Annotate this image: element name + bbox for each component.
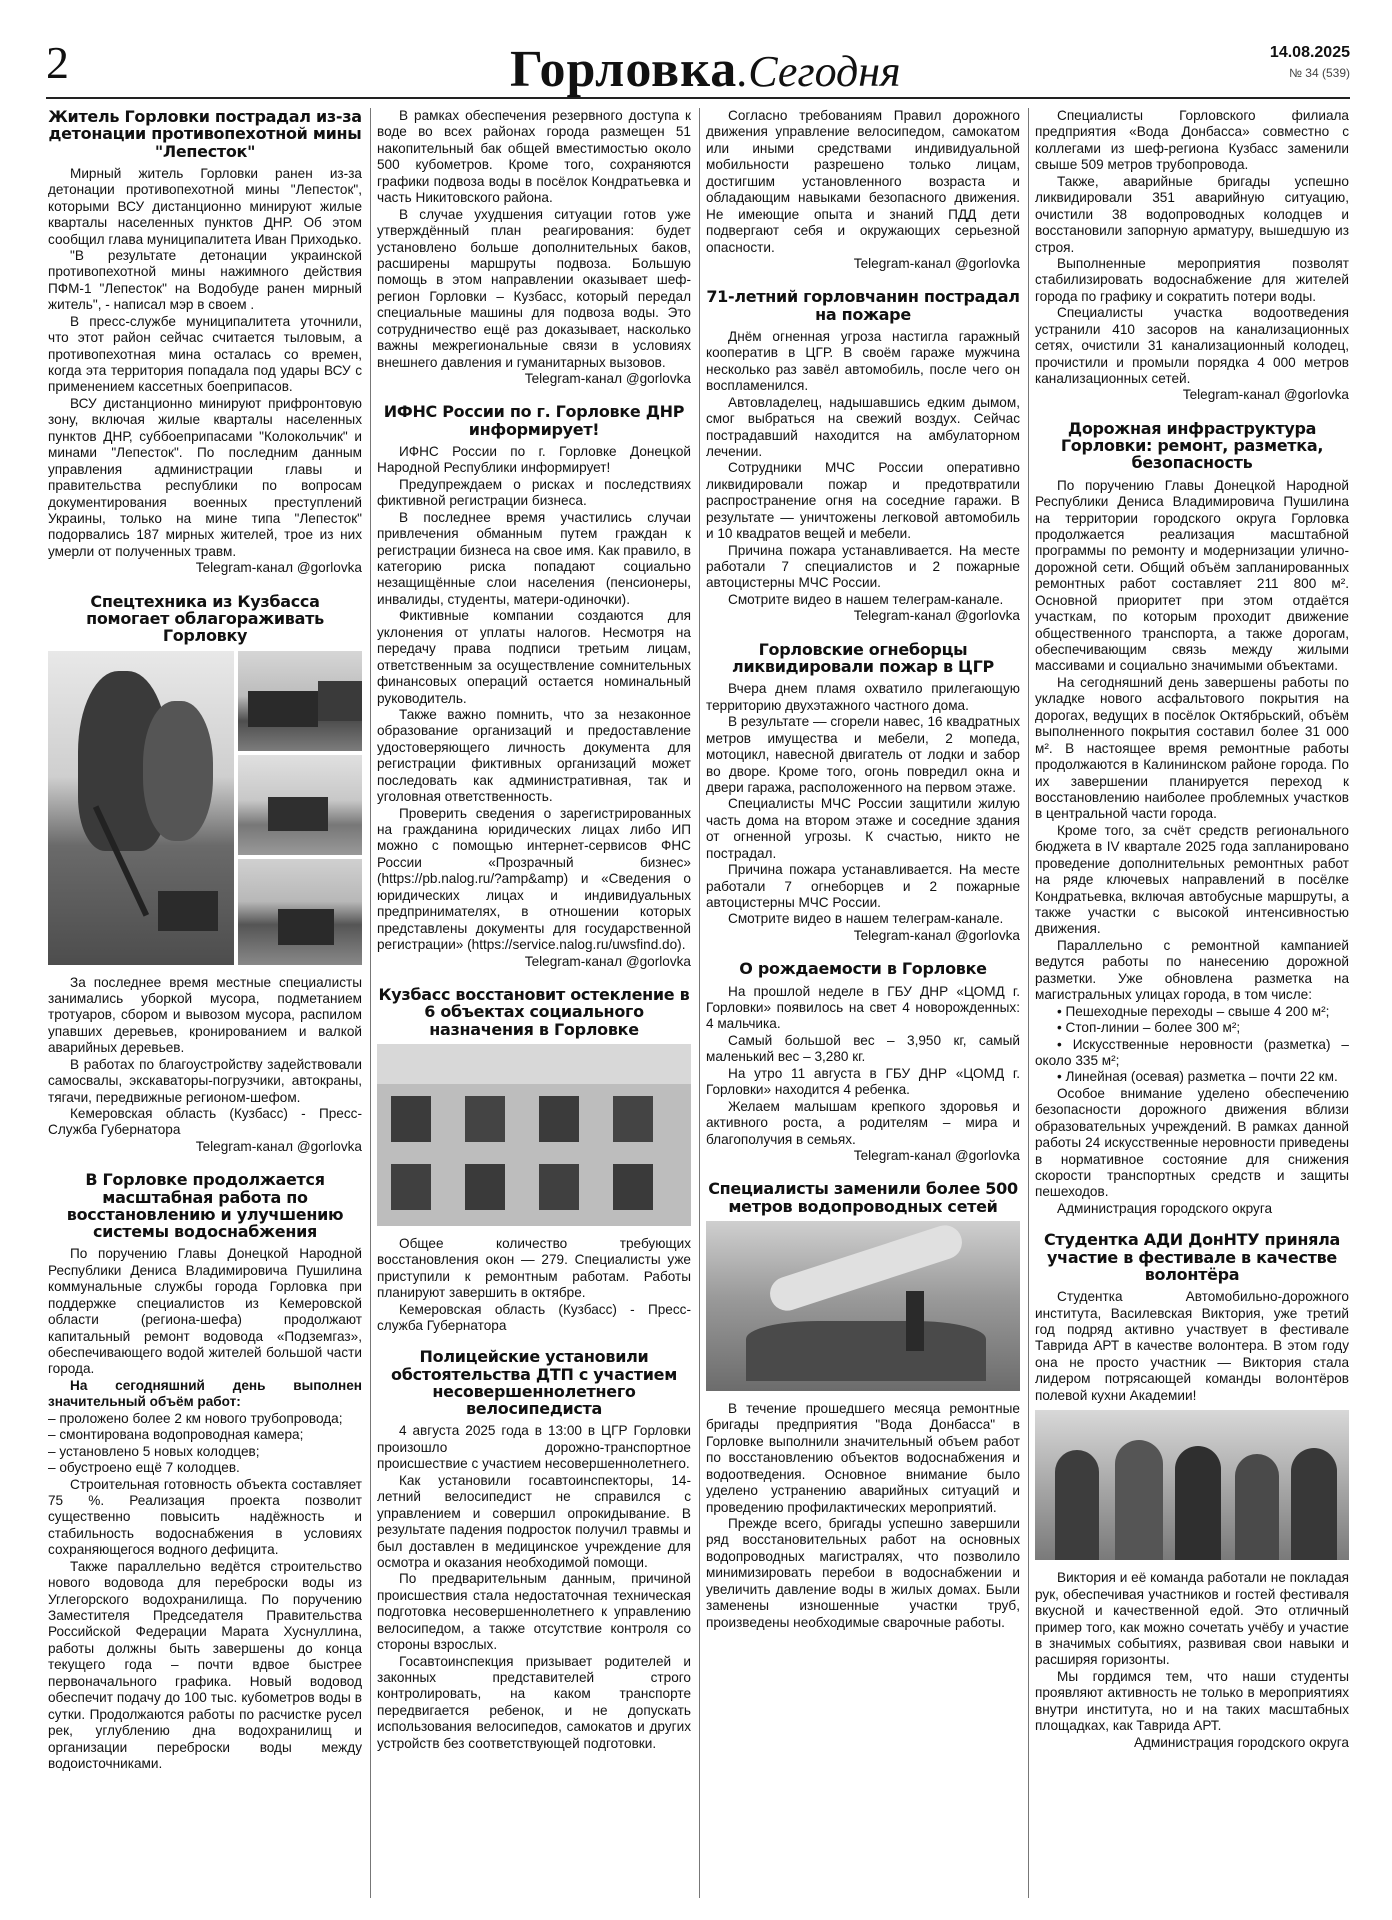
paragraph: Согласно требованиям Правил дорожного движения управление велосипедом, самокатом или иными средствами индивидуальной мобильности разрешено только лицам, достигшим установленного возраста и обладающим навыками безопасного движения. Не имеющие опыта и знаний ПДД дети подвергают себя и окружающих серьезной опасности. <box>706 108 1020 255</box>
photo-collage <box>48 651 362 965</box>
column-4 <box>1035 108 1349 1898</box>
building-photo <box>377 1044 691 1226</box>
article-garage-fire <box>706 288 1020 624</box>
truck-photo-2 <box>238 755 362 855</box>
article-water-supply <box>48 1171 362 1772</box>
article-title: ИФНС России по г. Горловке ДНР информирует! <box>383 402 685 439</box>
paragraph: Также важно помнить, что за незаконное образование организаций и предоставление удостоверяющего личность документа для регистрации фиктивных организаций может последовать как административная, так и уголовная ответственность. <box>377 706 691 805</box>
article-student-volunteer <box>1035 1231 1349 1751</box>
list-item: • Пешеходные переходы – свыше 4 200 м²; <box>1057 1003 1330 1019</box>
paragraph: Студентка Автомобильно-дорожного института, Василевская Виктория, уже третий год подряд активно участвует в фестивале Таврида АРТ в качестве волонтера. В этом году она не просто участник — Виктория стала лидером потрясающей команды волонтёров полевой кухни Академии! <box>1035 1289 1349 1403</box>
issue-number: № 34 (539) <box>1289 66 1350 80</box>
paragraph: По поручению Главы Донецкой Народной Республики Дениса Владимировича Пушилина на территории городского округа Горловка продолжается реализация масштабной программы по ремонту и модернизации улично-дорожной сети. Общий объём запланированных ремонтных работ составляет 211 800 м². Основной приоритет при этом отдаётся участкам, по которым проходит движение общественного транспорта, а также дорогам, обеспечивающим связь между жилыми массивами и социально значимыми объектами. <box>1035 477 1349 674</box>
volunteers-photo <box>1035 1410 1349 1560</box>
masthead <box>0 0 1392 100</box>
masthead-rule <box>46 97 1350 99</box>
paragraph: Прежде всего, бригады успешно завершили ряд восстановительных работ на основных водопроводных магистралях, что позволило минимизировать перебои в водоснабжении и увеличить давление воды в жилых домах. Были заменены изношенные участки труб, произведены необходимые сварочные работы. <box>706 1515 1020 1630</box>
column-1 <box>48 108 362 1898</box>
article-signature: Администрация городского округа <box>1133 1734 1349 1750</box>
paragraph: Автовладелец, надышавшись едким дымом, смог выбраться на свежий воздух. Сейчас пострадавший находится на амбулаторном лечении. <box>706 394 1020 459</box>
paragraph: "В результате детонации украинской противопехотной мины нажимного действия ПФМ-1 "Лепесток" на Водобуде ранен мирный житель", - написал мэр в своем . <box>48 247 362 313</box>
paragraph: ВСУ дистанционно минируют прифронтовую зону, включая жилые кварталы населенных пунктов ДНР, суббоеприпасами "Колокольчик" и минами "Лепесток". По последним данным управления администрации главы и правительства республики по вопросам документирования военных преступлений Украины, только на мине типа "Лепесток" подорвались 187 мирных жителей, трое из них умерли от полученных травм. <box>48 395 362 559</box>
paragraph: В случае ухудшения ситуации готов уже утверждённый план реагирования: будет установлено больше дополнительных баков, расширены маршруты подвоза. Большую помощь в этом направлении оказывает шеф-регион Горловки – Кузбасс, который передал специальные машины для подвоза воды. Это сотрудничество ещё раз доказывает, насколько важны межрегиональные связи в условиях внешнего давления и гуманитарных вызовов. <box>377 206 691 370</box>
article-title: Кузбасс восстановит остекление в 6 объектах социального назначения в Горловке <box>378 984 690 1039</box>
column-divider <box>1028 108 1029 1898</box>
paragraph: На сегодняшний день выполнен значительный объём работ: <box>48 1377 362 1410</box>
paragraph: Виктория и её команда работали не покладая рук, обеспечивая участников и гостей фестиваля вкусной и качественной едой. Это отличный пример того, как можно сочетать учёбу и участие в значимых событиях, развивая свои навыки и расширяя горизонты. <box>1035 1570 1349 1668</box>
paragraph: Как установили госавтоинспекторы, 14-летний велосипедист не справился с управлением и совершил опрокидывание. В результате падения подросток получил травмы и был доставлен в медицинское учреждение для осмотра и оказания необходимой помощи. <box>377 1472 691 1570</box>
paragraph: За последнее время местные специалисты занимались уборкой мусора, подметанием тротуаров, сбором и вывозом мусора, распилом упавших деревьев, кронированием и валкой аварийных деревьев. <box>48 974 362 1056</box>
article-birth-rate <box>706 960 1020 1164</box>
paragraph: Строительная готовность объекта составляет 75 %. Реализация проекта позволит существенно повысить надёжность и стабильность водоснабжения в условиях сохраняющегося водного дефицита. <box>48 1476 362 1558</box>
article-glazing <box>377 986 691 1334</box>
paragraph: В пресс-службе муниципалитета уточнили, что этот район сейчас считается тыловым, а противопехотная мина осталась со времен, когда эта территория попадала под удары ВСУ с применением кассетных боеприпасов. <box>48 313 362 395</box>
list-item: • Искусственные неровности (разметка) – около 335 м²; <box>1035 1036 1349 1068</box>
article-road-infrastructure <box>1035 420 1349 1217</box>
paragraph: Сотрудники МЧС России оперативно ликвидировали пожар и предотвратили распространение огня на соседние гаражи. В результате — уничтожены легковой автомобиль и 10 квадратов вещей и мебели. <box>706 460 1020 542</box>
article-bike-accident-cont <box>706 108 1020 272</box>
article-source: Telegram-канал @gorlovka <box>524 953 691 969</box>
article-source: Telegram-канал @gorlovka <box>524 371 691 386</box>
article-bike-accident <box>377 1348 691 1752</box>
list-item: • Стоп-линии – более 300 м²; <box>1057 1020 1241 1036</box>
paragraph: На утро 11 августа в ГБУ ДНР «ЦОМД г. Горловки» находится 4 ребенка. <box>706 1065 1020 1098</box>
column-divider <box>370 108 371 1898</box>
article-house-fire <box>706 641 1020 945</box>
newspaper-title <box>510 41 901 98</box>
article-title: Полицейские установили обстоятельства ДТП с участием несовершеннолетнего велосипедиста <box>391 1347 677 1419</box>
list-item: – обустроено ещё 7 колодцев. <box>48 1460 240 1476</box>
paragraph: Самый большой вес – 3,950 кг, самый маленький вес – 3,280 кг. <box>706 1032 1020 1065</box>
paragraph: Причина пожара устанавливается. На месте работали 7 специалистов и 2 пожарные автоцистерны МЧС России. <box>706 542 1020 591</box>
paragraph: В рамках обеспечения резервного доступа к воде во всех районах города размещен 51 накопительный бак общей вместимостью около 500 кубометров. Кроме того, сохраняются графики подвоза воды в посёлок Кондратьевка и часть Никитовского района. <box>377 108 691 206</box>
paragraph: 4 августа 2025 года в 13:00 в ЦГР Горловки произошло дорожно-транспортное происшествие с участием несовершеннолетнего. <box>377 1423 691 1472</box>
article-title: Житель Горловки пострадал из-за детонации противопехотной мины "Лепесток" <box>48 108 362 161</box>
article-source: Telegram-канал @gorlovka <box>853 608 1020 624</box>
article-signature: Кемеровская область (Кузбасс) - Пресс-служба Губернатора <box>377 1301 691 1333</box>
column-divider <box>699 108 700 1898</box>
paragraph: Параллельно с ремонтной кампанией ведутся работы по нанесению дорожной разметки. Уже обновлена разметка на магистральных улицах города, в том числе: <box>1035 937 1349 1003</box>
article-title: Студентка АДИ ДонНТУ приняла участие в фестивале в качестве волонтёра <box>1043 1230 1341 1284</box>
paragraph: Днём огненная угроза настигла гаражный кооператив в ЦГР. В своём гараже мужчина несколько раз завёл автомобиль, после чего он воспламенился. <box>706 328 1020 394</box>
list-item: – установлено 5 новых колодцев; <box>48 1443 260 1459</box>
list-item: – проложено более 2 км нового трубопровода; <box>48 1410 343 1426</box>
paragraph: На сегодняшний день завершены работы по укладке нового асфальтового покрытия на дорогах, ведущих в посёлок Октябрьский, объём выполненного покрытия составил более 31 000 м². В настоящее время ремонтные работы продолжаются в Калининском районе города. По их завершении планируется переход к восстановлению наиболее проблемных участков в центральной части города. <box>1035 674 1349 822</box>
column-3 <box>706 108 1020 1898</box>
paragraph: Причина пожара устанавливается. На месте работали 7 огнеборцев и 2 пожарные автоцистерны МЧС России. <box>706 862 1020 910</box>
article-tax-service <box>377 403 691 970</box>
article-source: Telegram-канал @gorlovka <box>1182 387 1349 403</box>
paragraph: Вчера днем пламя охватило прилегающую территорию двухэтажного частного дома. <box>706 681 1020 713</box>
paragraph: Предупреждаем о рисках и последствиях фиктивной регистрации бизнеса. <box>377 476 691 509</box>
paragraph: Мирный житель Горловки ранен из-за детонации противопехотной мины "Лепесток", которыми ВСУ дистанционно минируют жилые кварталы населенных пунктов ДНР. Об этом сообщил глава муниципалитета Иван Приходько. <box>48 165 362 247</box>
paragraph: На прошлой неделе в ГБУ ДНР «ЦОМД г. Горловки» появилось на свет 4 новорожденных: 4 мальчика. <box>706 983 1020 1032</box>
article-title: 71-летний горловчанин пострадал на пожаре <box>706 287 1020 324</box>
tree-crane-photo <box>48 651 234 965</box>
paragraph: Общее количество требующих восстановления окон — 279. Специалисты уже приступили к ремонтным работам. Работы планируют завершить в октябре. <box>377 1235 691 1301</box>
paragraph: Специалисты МЧС России защитили жилую часть дома на втором этаже и соседние здания от огненной угрозы. К счастью, никто не пострадал. <box>706 796 1020 861</box>
paragraph: Специалисты участка водоотведения устранили 410 засоров на канализационных сетях, очистили 31 канализационный колодец, прочистили и промыли порядка 4 000 метров канализационных сетей. <box>1035 305 1349 386</box>
article-signature: Кемеровская область (Кузбасс) - Пресс-Служба Губернатора <box>48 1106 362 1138</box>
paragraph: Особое внимание уделено обеспечению безопасности дорожного движения вблизи образовательных учреждений. В рамках данной работы 24 искусственные неровности приведены в нормативное состояние для снижения скорости транспортных средств и защиты пешеходов. <box>1035 1085 1349 1200</box>
page-number: 2 <box>46 37 69 88</box>
article-mine-injury <box>48 108 362 577</box>
list-item: – смонтирована водопроводная камера; <box>48 1427 304 1443</box>
article-source: Telegram-канал @gorlovka <box>195 560 362 576</box>
excavation-photo <box>706 1221 1020 1391</box>
article-title: Дорожная инфраструктура Горловки: ремонт, разметка, безопасность <box>1060 418 1324 473</box>
paragraph: Проверить сведения о зарегистрированных на гражданина юридических лицах либо ИП можно с помощью интернет-сервисов ФНС России «Прозрачный бизнес» (https://pb.nalog.ru/?amp&amp) и «Сведения о юридических лицах и индивидуальных предпринимателях, в отношении которых представлены документы для государственной регистрации» (https://service.nalog.ru/uwsfind.do). <box>377 805 691 953</box>
issue-date: 14.08.2025 <box>1269 44 1350 61</box>
article-title: О рождаемости в Горловке <box>739 959 987 979</box>
article-water-supply-cont <box>377 108 691 387</box>
paragraph: ИФНС России по г. Горловке Донецкой Народной Республики информирует! <box>377 443 691 476</box>
article-pipes-replaced <box>706 1180 1020 1631</box>
paragraph: Также параллельно ведётся строительство нового водовода для переброски воды из Углегорского водохранилища. По поручению Заместителя Председателя Правительства Российской Федерации Марата Хуснуллина, работы должны быть завершены до конца текущего года – почти вдвое быстрее первоначального графика. Новый водовод обеспечит подачу до 100 тыс. кубометров воды в сутки. Продолжаются работы по расчистке русел рек, углублению дна водохранилищ и организации переброски воды между водоисточниками. <box>48 1558 362 1771</box>
paragraph: По поручению Главы Донецкой Народной Республики Дениса Владимировича Пушилина коммунальные службы города Горловка при поддержке специалистов из Кемеровской области (региона-шефа) продолжают капитальный ремонт водовода «Подземгаз», обеспечивающего водой жителей большой части города. <box>48 1246 362 1377</box>
paragraph: Кроме того, за счёт средств регионального бюджета в IV квартале 2025 года запланировано проведение дополнительных ремонтных работ на ряде ключевых направлений в посёлке Кондратьевка, включая автобусные маршруты, а также участки с высокой интенсивностью движения. <box>1035 822 1349 937</box>
brand-main: Горловка <box>510 41 738 98</box>
paragraph: По предварительным данным, причиной происшествия стала недостаточная техническая подготовка несовершеннолетнего к управлению велосипедом, а также отсутствие контроля со стороны взрослых. <box>377 1571 691 1653</box>
article-source: Telegram-канал @gorlovka <box>853 927 1020 943</box>
list-item: • Линейная (осевая) разметка – почти 22 км. <box>1057 1069 1338 1085</box>
article-title: В Горловке продолжается масштабная работа по восстановлению и улучшению системы водоснабжения <box>66 1170 344 1242</box>
article-source: Telegram-канал @gorlovka <box>853 1147 1020 1163</box>
column-2 <box>377 108 691 1898</box>
paragraph: Смотрите видео в нашем телеграм-канале. <box>728 591 1004 607</box>
paragraph: Мы гордимся тем, что наши студенты проявляют активность не только в мероприятиях внутри института, но и на таких масштабных площадках, как Таврида АРТ. <box>1035 1668 1349 1734</box>
article-signature: Администрация городского округа <box>1057 1200 1273 1216</box>
paragraph: Выполненные мероприятия позволят стабилизировать водоснабжение для жителей города по графику и сократить потери воды. <box>1035 255 1349 304</box>
paragraph: Желаем малышам крепкого здоровья и активного роста, а родителям – мира и благополучия в семьях. <box>706 1098 1020 1147</box>
article-kuzbass-equipment <box>48 593 362 1156</box>
article-title: Спецтехника из Кузбасса помогает облагораживать Горловку <box>86 591 324 646</box>
paragraph: Госавтоинспекция призывает родителей и законных представителей строго контролировать, на каком транспорте передвигается ребенок, и не допускать использования велосипедов, самокатов и других устройств без соответствующей подготовки. <box>377 1653 691 1751</box>
article-source: Telegram-канал @gorlovka <box>195 1138 362 1154</box>
paragraph: Также, аварийные бригады успешно ликвидировали 351 аварийную ситуацию, очистили 38 водопроводных колодцев и восстановили запорную арматуру, вышедшую из строя. <box>1035 173 1349 255</box>
brand-sub: .Сегодня <box>737 47 901 96</box>
paragraph: Специалисты Горловского филиала предприятия «Вода Донбасса» совместно с коллегами из шеф-региона Кузбасс заменили свыше 509 метров трубопровода. <box>1035 108 1349 173</box>
paragraph: В работах по благоустройству задействовали самосвалы, экскаваторы-погрузчики, автокраны, тягачи, передвижные регионом-шефом. <box>48 1056 362 1105</box>
article-pipes-replaced-cont <box>1035 108 1349 404</box>
paragraph: В результате — сгорели навес, 16 квадратных метров имущества и мебели, 2 мопеда, мотоцикл, навесной двигатель от лодки и забор во дворе. Кроме того, огонь повредил окна и двери гаража, расположенного на первом этаже. <box>706 714 1020 795</box>
loader-photo <box>238 859 362 965</box>
paragraph: Фиктивные компании создаются для уклонения от уплаты налогов. Несмотря на передачу права подписи третьим лицам, ответственным за осуществление сомнительных финансовых операций остается номинальный руководитель. <box>377 608 691 706</box>
paragraph: Смотрите видео в нашем телеграм-канале. <box>728 911 1004 927</box>
article-source: Telegram-канал @gorlovka <box>853 255 1020 271</box>
truck-photo-1 <box>238 651 362 751</box>
article-title: Горловские огнеборцы ликвидировали пожар в ЦГР <box>732 639 994 677</box>
paragraph: В течение прошедшего месяца ремонтные бригады предприятия "Вода Донбасса" в Горловке выполнили значительный объем работ по восстановлению объектов водоснабжения и водоотведения. Основное внимание было уделено устранению аварийных ситуаций и проведению профилактических мероприятий. <box>706 1400 1020 1515</box>
article-title: Специалисты заменили более 500 метров водопроводных сетей <box>708 1179 1018 1216</box>
paragraph: В последнее время участились случаи привлечения обманным путем граждан к регистрации бизнеса на свое имя. Как правило, в категорию риска попадают социально незащищённые слои населения (пенсионеры, инвалиды, студенты, матери-одиночки). <box>377 509 691 607</box>
